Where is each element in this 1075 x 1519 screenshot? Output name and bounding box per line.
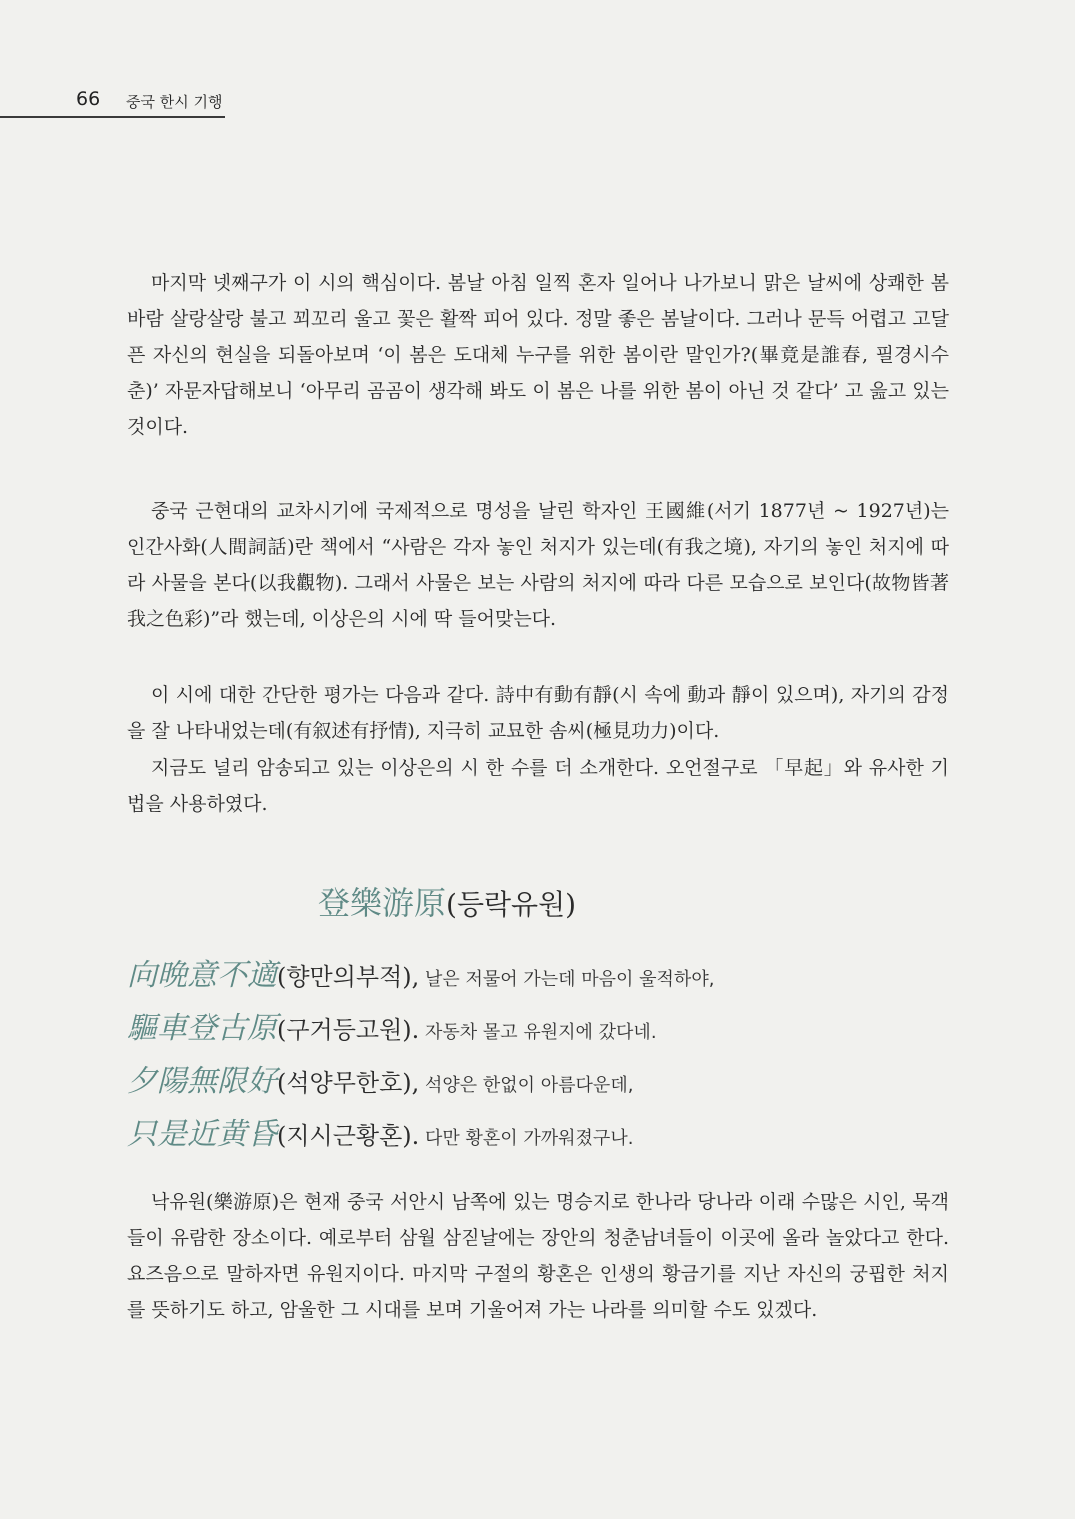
poem-line-translation: 자동차 몰고 유원지에 갔다네. <box>419 1022 657 1043</box>
paragraph-3: 이 시에 대한 간단한 평가는 다음과 같다. 詩中有動有靜(시 속에 動과 靜이 있으며), 자기의 감정을 잘 나타내었는데(有叙述有抒情), 지극히 교묘한 솜씨(極見功力)이다. <box>127 684 949 742</box>
poem-line-reading: (지시근황혼). <box>277 1122 420 1150</box>
poem-line-reading: (향만의부적), <box>277 963 420 991</box>
poem-line-translation: 석양은 한없이 아름다운데, <box>419 1075 634 1096</box>
poem-line-reading: (석양무한호), <box>277 1069 420 1097</box>
poem-title <box>318 878 576 924</box>
page-header <box>0 88 225 118</box>
running-title: 중국 한시 기행 <box>126 93 223 111</box>
poem-line-hanzi: 驅車登古原 <box>127 1011 277 1046</box>
page-number: 66 <box>76 88 101 110</box>
poem-line <box>127 1109 633 1153</box>
poem-title-hanzi: 登樂游原 <box>318 884 447 922</box>
poem-line-hanzi: 夕陽無限好 <box>127 1064 277 1099</box>
poem-line-hanzi: 向晩意不適 <box>127 958 277 993</box>
paragraph-4: 지금도 널리 암송되고 있는 이상은의 시 한 수를 더 소개한다. 오언절구로 「早起」와 유사한 기법을 사용하였다. <box>127 757 949 815</box>
poem-line-translation: 다만 황혼이 가까워졌구나. <box>419 1128 634 1149</box>
poem-line <box>127 950 714 994</box>
poem-line <box>127 1003 657 1047</box>
paragraph-2: 중국 근현대의 교차시기에 국제적으로 명성을 날린 학자인 王國維(서기 1877년 ~ 1927년)는 인간사화(人間詞話)란 책에서 “사람은 각자 놓인 처지가 있는데(有我之境), 자기의 놓인 처지에 따라 사물을 본다(以我觀物). 그래서 사물은 보는 사람의 처지에 따라 다른 모습으로 보인다(故物皆著我之色彩)”라 했는데, 이상은의 시에 딱 들어맞는다. <box>127 500 949 630</box>
paragraph-1: 마지막 넷째구가 이 시의 핵심이다. 봄날 아침 일찍 혼자 일어나 나가보니 맑은 날씨에 상쾌한 봄바람 살랑살랑 불고 꾀꼬리 울고 꽃은 활짝 피어 있다. 정말 좋은 봄날이다. 그러나 문득 어렵고 고달픈 자신의 현실을 되돌아보며 ‘이 봄은 도대체 누구를 위한 봄이란 말인가?(畢竟是誰春, 필경시수춘)’ 자문자답해보니 ‘아무리 곰곰이 생각해 봐도 이 봄은 나를 위한 봄이 아닌 것 같다’ 고 읊고 있는 것이다. <box>127 272 949 438</box>
closing-paragraph: 낙유원(樂游原)은 현재 중국 서안시 남쪽에 있는 명승지로 한나라 당나라 이래 수많은 시인, 묵객들이 유람한 장소이다. 예로부터 삼월 삼짇날에는 장안의 청춘남녀들이 이곳에 올라 놀았다고 한다. 요즈음으로 말하자면 유원지이다. 마지막 구절의 황혼은 인생의 황금기를 지난 자신의 궁핍한 처지를 뜻하기도 하고, 암울한 그 시대를 보며 기울어져 가는 나라를 의미할 수도 있겠다. <box>127 1191 949 1321</box>
poem-title-reading: (등락유원) <box>446 888 577 921</box>
poem-line <box>127 1056 633 1100</box>
poem-line-translation: 날은 저물어 가는데 마음이 울적하야, <box>419 969 715 990</box>
poem-line-reading: (구거등고원). <box>277 1016 420 1044</box>
poem-line-hanzi: 只是近黄昏 <box>127 1117 277 1152</box>
